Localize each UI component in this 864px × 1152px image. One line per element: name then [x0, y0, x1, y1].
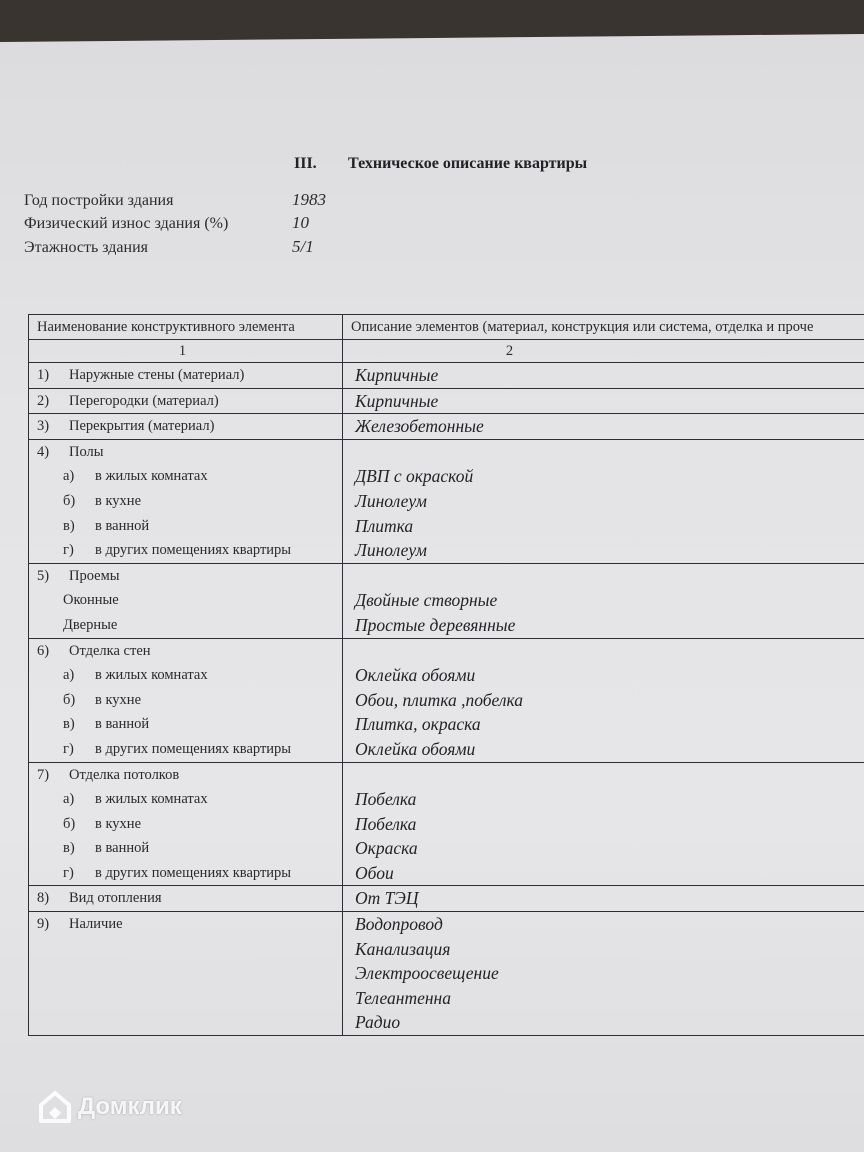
column-number-1: 1: [29, 340, 343, 363]
element-name-cell: [29, 638, 343, 762]
item-value: Водопровод: [355, 914, 443, 935]
element-name-cell: [29, 439, 343, 563]
item-number: а): [63, 667, 75, 684]
item-number: 5): [37, 567, 50, 584]
item-number: 4): [37, 443, 50, 460]
item-label: в ванной: [95, 716, 150, 733]
item-label: Наружные стены (материал): [69, 367, 245, 383]
item-number: в): [63, 716, 75, 733]
element-description-cell: [343, 638, 864, 762]
table-row: [29, 388, 864, 414]
element-label-line: [37, 861, 342, 886]
element-label-line: [37, 836, 342, 861]
item-number: б): [63, 691, 76, 708]
element-label-line: [37, 812, 342, 837]
item-number: г): [63, 740, 74, 757]
item-number: 3): [37, 418, 50, 435]
item-value: Линолеум: [355, 490, 427, 511]
section-title-text: Техническое описание квартиры: [348, 155, 588, 172]
table-row: [29, 563, 864, 638]
item-label: Перекрытия (материал): [69, 418, 215, 435]
item-value: Кирпичные: [355, 390, 439, 411]
header-col1: Наименование конструктивного элемента: [29, 315, 343, 340]
item-value: Телеантенна: [355, 987, 451, 1008]
element-label-line: [37, 663, 342, 688]
item-label: в кухне: [95, 691, 142, 708]
element-label-line: [37, 639, 342, 664]
table-row: [29, 762, 864, 886]
element-label-line: [37, 763, 342, 788]
item-number: а): [63, 468, 75, 485]
info-row-wear: [24, 213, 309, 233]
info-label: Этажность здания: [24, 239, 149, 256]
element-name-cell: [29, 414, 343, 440]
element-label-line: [37, 538, 342, 563]
element-label-line: [37, 414, 342, 439]
element-label-line: [37, 588, 342, 613]
item-value: [351, 763, 864, 788]
item-value: Плитка: [355, 515, 414, 536]
item-value: Железобетонные: [355, 416, 484, 437]
watermark-text: Домклик: [78, 1093, 182, 1120]
item-label: Полы: [69, 443, 104, 460]
element-name-cell: [29, 762, 343, 886]
element-label-line: [37, 737, 342, 762]
item-number: 6): [37, 642, 50, 659]
table-row: [29, 912, 864, 1036]
item-number: 8): [37, 890, 50, 907]
element-name-cell: [29, 886, 343, 912]
element-label-line: [37, 886, 342, 911]
element-label-line: [37, 363, 342, 388]
info-row-build-year: [24, 190, 326, 210]
item-number: б): [63, 492, 76, 509]
domclick-logo-icon: [38, 1090, 72, 1124]
element-label-line: [37, 712, 342, 737]
item-label: в жилых комнатах: [95, 791, 208, 808]
element-label-line: [37, 440, 342, 465]
table-row: [29, 886, 864, 912]
element-name-cell: [29, 363, 343, 389]
item-number: г): [63, 542, 74, 559]
element-description-cell: [343, 886, 864, 912]
element-description-cell: [343, 363, 864, 389]
item-value: ДВП с окраской: [355, 466, 474, 487]
item-number: г): [63, 864, 74, 881]
item-value: Линолеум: [355, 540, 427, 561]
element-description-cell: [343, 912, 864, 1036]
item-number: 2): [37, 392, 50, 409]
item-value: Оклейка обоями: [355, 738, 476, 759]
info-value: 10: [292, 213, 309, 232]
element-label-line: [37, 787, 342, 812]
item-value: [351, 639, 864, 664]
item-number: в): [63, 517, 75, 534]
table-header-row: [29, 315, 864, 340]
element-label-line: [37, 912, 342, 937]
item-label: в ванной: [95, 517, 150, 534]
item-label: Проемы: [69, 567, 120, 584]
element-description-cell: [343, 439, 864, 563]
table-row: [29, 638, 864, 762]
item-label: в кухне: [95, 492, 142, 509]
item-label: в ванной: [95, 840, 150, 857]
section-number: III.: [294, 155, 317, 172]
item-value: [351, 564, 864, 589]
element-label-line: [37, 489, 342, 514]
element-label-line: [37, 986, 342, 1011]
element-description-cell: [343, 563, 864, 638]
item-number: б): [63, 815, 76, 832]
info-label: Год постройки здания: [24, 192, 174, 209]
element-label-line: [37, 961, 342, 986]
item-value: Обои: [355, 862, 394, 883]
info-row-floors: [24, 237, 314, 257]
item-label: в жилых комнатах: [95, 468, 208, 485]
table-row: [29, 439, 864, 563]
item-number: 9): [37, 916, 50, 933]
element-description-cell: [343, 762, 864, 886]
item-label: Отделка стен: [69, 642, 151, 659]
element-name-cell: [29, 912, 343, 1036]
item-number: 1): [37, 367, 50, 383]
technical-spec-table: [28, 314, 864, 1036]
element-label-line: [37, 688, 342, 713]
item-label: Дверные: [63, 616, 118, 633]
element-label-line: [37, 937, 342, 962]
item-value: Окраска: [355, 838, 418, 859]
item-value: Радио: [355, 1012, 401, 1033]
table-row: [29, 363, 864, 389]
item-value: Кирпичные: [355, 365, 439, 385]
item-number: а): [63, 791, 75, 808]
element-label-line: [37, 464, 342, 489]
element-name-cell: [29, 388, 343, 414]
element-label-line: [37, 1010, 342, 1035]
item-label: в жилых комнатах: [95, 667, 208, 684]
column-number-2: 2: [343, 340, 864, 363]
section-title: [294, 155, 587, 173]
item-value: Двойные створные: [355, 590, 498, 611]
item-value: [351, 440, 864, 465]
item-label: Вид отопления: [69, 890, 162, 907]
item-value: Оклейка обоями: [355, 665, 476, 686]
item-label: Оконные: [63, 592, 119, 609]
table-row: [29, 414, 864, 440]
item-value: Плитка, окраска: [355, 714, 481, 735]
item-value: Побелка: [355, 789, 417, 810]
item-number: в): [63, 840, 75, 857]
info-label: Физический износ здания (%): [24, 215, 229, 232]
column-number-row: [29, 340, 864, 363]
element-label-line: [37, 389, 342, 414]
item-label: в других помещениях квартиры: [95, 542, 292, 559]
item-label: в других помещениях квартиры: [95, 864, 292, 881]
element-label-line: [37, 613, 342, 638]
item-value: Канализация: [355, 938, 451, 959]
item-label: в других помещениях квартиры: [95, 740, 292, 757]
item-label: Перегородки (материал): [69, 392, 219, 409]
item-label: в кухне: [95, 815, 142, 832]
item-number: 7): [37, 766, 50, 783]
element-description-cell: [343, 414, 864, 440]
item-value: Побелка: [355, 813, 417, 834]
element-label-line: [37, 564, 342, 589]
header-col2: Описание элементов (материал, конструкция или система, отделка и проче: [343, 315, 864, 340]
item-value: От ТЭЦ: [355, 888, 419, 909]
item-label: Наличие: [69, 916, 123, 933]
item-value: Простые деревянные: [355, 614, 516, 635]
element-label-line: [37, 514, 342, 539]
domclick-watermark: [38, 1090, 182, 1124]
item-value: Обои, плитка ,побелка: [355, 689, 524, 710]
item-label: Отделка потолков: [69, 766, 180, 783]
element-name-cell: [29, 563, 343, 638]
item-value: Электроосвещение: [355, 963, 499, 984]
info-value: 5/1: [292, 237, 314, 256]
element-description-cell: [343, 388, 864, 414]
info-value: 1983: [292, 190, 326, 209]
